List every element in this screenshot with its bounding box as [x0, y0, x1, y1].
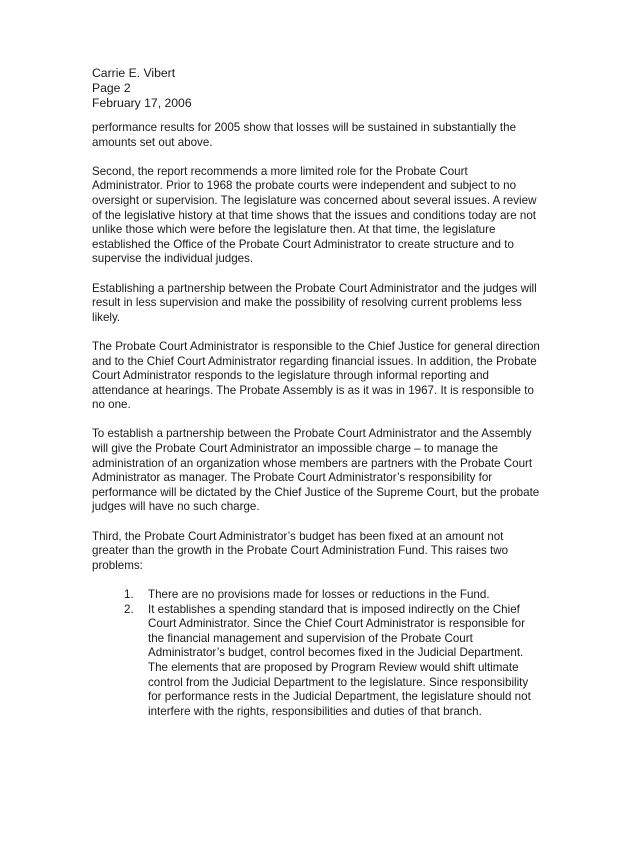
- list-item-number: 1.: [124, 588, 134, 601]
- paragraph-partnership-judges: Establishing a partnership between the Probate Court Administrator and the judges will result in less supervision and make the possibility of resolving current problems less likely.: [92, 281, 537, 324]
- page-number: Page 2: [92, 80, 131, 95]
- letter-header: [92, 66, 192, 110]
- recipient-name: Carrie E. Vibert: [92, 66, 176, 80]
- paragraph-second-point: Second, the report recommends a more limited role for the Probate Court Administrator. Prior to 1968 the probate courts were independent and subject to no oversight or supervision. The legislature was concerned about several issues. A review of the legislative history at that time shows that the issues and conditions today are not unlike those which were before the legislature then. At that time, the legislature established the Office of the Probate Court Administrator to create structure and to supervise the individual judges.: [92, 164, 537, 266]
- letter-body: [92, 121, 540, 719]
- paragraph-responsibility: The Probate Court Administrator is responsible to the Chief Justice for general direction and to the Chief Court Administrator regarding financial issues. In addition, the Probate Court Administrator responds to the legislature through informal reporting and attendance at hearings. The Probate Assembly is as it was in 1967. It is responsible to no one.: [92, 339, 540, 412]
- list-item-text: It establishes a spending standard that is imposed indirectly on the Chief Court Administrator. Since the Chief Court Administrator is responsible for the financial management and supervision of the Probate Court Administrator’s budget, control becomes fixed in the Judicial Department. The elements that are proposed by Program Review would shift ultimate control from the Judicial Department to the legislature. Since responsibility for performance rests in the Judicial Department, the legislature should not interfere with the rights, responsibilities and duties of that branch.: [148, 602, 531, 718]
- paragraph-continuation: performance results for 2005 show that losses will be sustained in substantially the amounts set out above.: [92, 121, 517, 149]
- list-item-number: 2.: [124, 602, 134, 616]
- paragraph-partnership-assembly: To establish a partnership between the Probate Court Administrator and the Assembly will give the Probate Court Administrator an impossible charge – to manage the administration of an organization whose members are partners with the Probate Court Administrator as manager. The Probate Court Administrator’s responsibility for performance will be dictated by the Chief Justice of the Supreme Court, but the probate judges will have no such charge.: [92, 427, 540, 514]
- paragraph-third-point: Third, the Probate Court Administrator’s budget has been fixed at an amount not greater than the growth in the Probate Court Administration Fund. This raises two problems:: [92, 529, 509, 572]
- list-item: [124, 588, 540, 603]
- letter-date: February 17, 2006: [92, 95, 192, 110]
- list-item-text: There are no provisions made for losses or reductions in the Fund.: [148, 588, 490, 601]
- problems-list: [92, 588, 540, 719]
- list-item: [124, 603, 540, 720]
